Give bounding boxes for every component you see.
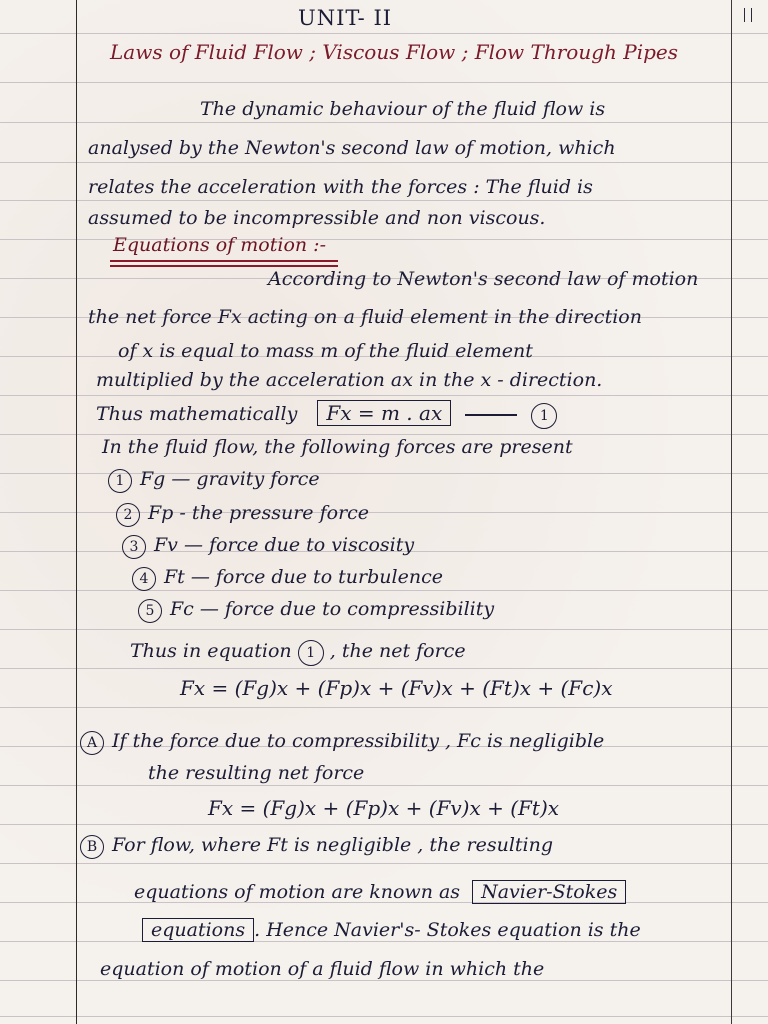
unit-subtitle: Laws of Fluid Flow ; Viscous Flow ; Flow Through Pipes <box>110 40 679 64</box>
force-text: Fc — force due to compressibility <box>170 598 495 620</box>
paragraph-line: The dynamic behaviour of the fluid flow is <box>200 98 606 120</box>
item-number: 1 <box>108 469 132 493</box>
case-b-line <box>142 918 641 942</box>
ruled-line <box>0 668 768 669</box>
force-text: Fp - the pressure force <box>148 502 370 524</box>
net-force-equation: Fx = (Fg)x + (Fp)x + (Fv)x + (Ft)x + (Fc)x <box>180 676 613 700</box>
ruled-line <box>0 200 768 201</box>
equations-box: equations <box>142 918 254 942</box>
equation-1-box: Fx = m . ax <box>317 400 451 426</box>
newton-line: the net force Fx acting on a fluid element in the direction <box>88 306 642 328</box>
force-text: Fg — gravity force <box>140 468 320 490</box>
case-b-label: B <box>80 835 104 859</box>
section-heading: Equations of motion :- <box>113 234 326 256</box>
equation-ref-circle: 1 <box>298 640 324 666</box>
paragraph-line: assumed to be incompressible and non viscous. <box>88 207 546 229</box>
case-a-equation: Fx = (Fg)x + (Fp)x + (Fv)x + (Ft)x <box>208 796 560 820</box>
ruled-line <box>0 33 768 34</box>
item-number: 4 <box>132 567 156 591</box>
case-a-label: A <box>80 731 104 755</box>
net-force-lead: Thus in equation <box>130 640 292 662</box>
force-item <box>138 598 494 623</box>
ruled-line <box>0 434 768 435</box>
ruled-line <box>0 1016 768 1017</box>
equation-ref-circle: 1 <box>531 403 557 429</box>
paragraph-line: relates the acceleration with the forces : The fluid is <box>88 176 593 198</box>
equation-dash <box>465 414 517 416</box>
ruled-line <box>0 82 768 83</box>
ruled-line <box>0 162 768 163</box>
right-margin-line <box>731 0 732 1024</box>
force-item <box>108 468 320 493</box>
newton-line: multiplied by the acceleration ax in the x - direction. <box>96 369 603 391</box>
force-item <box>116 502 369 527</box>
case-a-text: If the force due to compressibility , Fc is negligible <box>112 730 605 752</box>
paragraph-line: analysed by the Newton's second law of motion, which <box>88 137 616 159</box>
ruled-line <box>0 395 768 396</box>
ruled-line <box>0 980 768 981</box>
equation-1-line <box>96 400 557 429</box>
force-item <box>122 534 414 559</box>
case-a-line <box>80 730 604 755</box>
case-b-line <box>134 880 626 904</box>
ruled-line <box>0 629 768 630</box>
equation-1-lead: Thus mathematically <box>96 403 298 425</box>
item-number: 3 <box>122 535 146 559</box>
case-b-text: equations of motion are known as <box>134 881 461 903</box>
page-corner-mark <box>744 8 752 22</box>
item-number: 2 <box>116 503 140 527</box>
heading-underline <box>110 265 338 267</box>
heading-underline <box>110 260 338 262</box>
force-item <box>132 566 443 591</box>
navier-stokes-box: Navier-Stokes <box>472 880 626 904</box>
newton-line: of x is equal to mass m of the fluid element <box>118 340 533 362</box>
ruled-line <box>0 707 768 708</box>
item-number: 5 <box>138 599 162 623</box>
forces-intro: In the fluid flow, the following forces are present <box>102 436 573 458</box>
net-force-line <box>130 640 466 666</box>
force-text: Ft — force due to turbulence <box>164 566 443 588</box>
ruled-line <box>0 785 768 786</box>
ruled-line <box>0 863 768 864</box>
case-a-line: the resulting net force <box>148 762 365 784</box>
case-b-text: . Hence Navier's- Stokes equation is the <box>254 919 641 941</box>
ruled-line <box>0 122 768 123</box>
left-margin-line <box>76 0 77 1024</box>
newton-line: According to Newton's second law of motion <box>268 268 699 290</box>
case-b-line <box>80 834 553 859</box>
case-b-line: equation of motion of a fluid flow in which the <box>100 958 545 980</box>
unit-title: UNIT- II <box>298 6 393 30</box>
ruled-line <box>0 824 768 825</box>
case-b-text: For flow, where Ft is negligible , the resulting <box>112 834 554 856</box>
force-text: Fv — force due to viscosity <box>154 534 415 556</box>
net-force-tail: , the net force <box>329 640 466 662</box>
